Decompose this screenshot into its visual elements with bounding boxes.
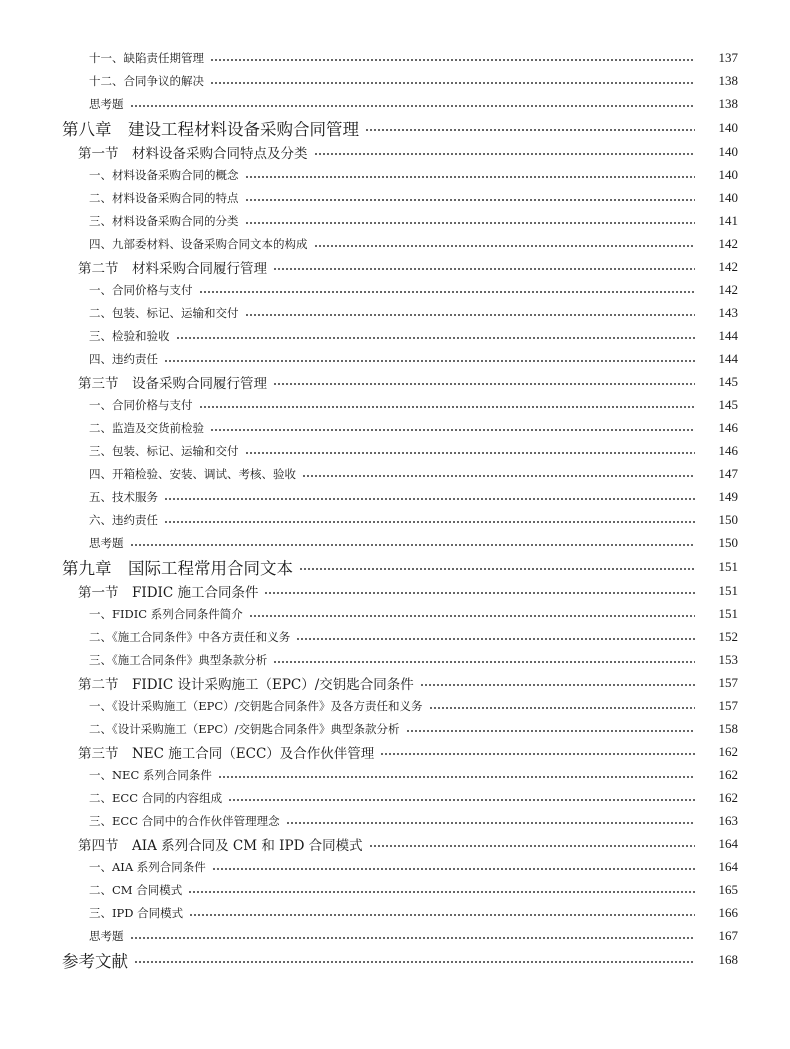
toc-entry-page: 149 xyxy=(718,488,738,504)
toc-entry-section xyxy=(0,140,790,163)
toc-entry-item xyxy=(0,462,790,485)
leader-dots xyxy=(245,199,695,201)
toc-entry-page: 140 xyxy=(718,143,738,159)
toc-entry-page: 146 xyxy=(718,442,738,458)
toc-entry-page: 162 xyxy=(718,743,738,759)
leader-dots xyxy=(369,845,695,847)
toc-entry-title: 三、材料设备采购合同的分类 xyxy=(89,213,245,229)
leader-dots xyxy=(189,914,695,916)
toc-entry-item xyxy=(0,209,790,232)
toc-entry-page: 157 xyxy=(718,697,738,713)
toc-entry-page: 151 xyxy=(718,605,738,621)
toc-entry-title: 一、合同价格与支付 xyxy=(89,282,199,298)
toc-entry-section xyxy=(0,832,790,855)
toc-entry-item xyxy=(0,625,790,648)
toc-entry-page: 150 xyxy=(718,534,738,550)
toc-entry-title: 一、FIDIC 系列合同条件简介 xyxy=(89,606,249,622)
leader-dots xyxy=(314,153,695,155)
toc-entry-chapter xyxy=(0,115,790,140)
toc-entry-page: 162 xyxy=(718,766,738,782)
toc-entry-page: 140 xyxy=(718,166,738,182)
toc-entry-item xyxy=(0,439,790,462)
leader-dots xyxy=(164,360,695,362)
toc-entry-title: 一、《设计采购施工（EPC）/交钥匙合同条件》及各方责任和义务 xyxy=(89,698,429,714)
toc-entry-item xyxy=(0,92,790,115)
leader-dots xyxy=(210,82,695,84)
toc-entry-page: 150 xyxy=(718,511,738,527)
toc-entry-title: 二、包装、标记、运输和交付 xyxy=(89,305,245,321)
toc-entry-item xyxy=(0,301,790,324)
toc-entry-item xyxy=(0,648,790,671)
toc-entry-item xyxy=(0,809,790,832)
toc-entry-page: 144 xyxy=(718,350,738,366)
toc-entry-item xyxy=(0,416,790,439)
leader-dots xyxy=(273,268,695,270)
toc-entry-page: 137 xyxy=(718,49,738,65)
leader-dots xyxy=(134,961,695,963)
toc-entry-title: 第四节 AIA 系列合同及 CM 和 IPD 合同模式 xyxy=(78,834,369,854)
leader-dots xyxy=(199,406,695,408)
toc-entry-page: 147 xyxy=(718,465,738,481)
toc-entry-page: 138 xyxy=(718,95,738,111)
leader-dots xyxy=(420,684,695,686)
leader-dots xyxy=(188,891,695,893)
toc-entry-page: 145 xyxy=(718,396,738,412)
leader-dots xyxy=(286,822,695,824)
toc-entry-page: 143 xyxy=(718,304,738,320)
toc-entry-title: 三、IPD 合同模式 xyxy=(89,905,189,921)
leader-dots xyxy=(299,568,695,570)
leader-dots xyxy=(273,661,695,663)
toc-entry-item xyxy=(0,508,790,531)
toc-entry-item xyxy=(0,602,790,625)
leader-dots xyxy=(130,105,695,107)
toc-entry-section xyxy=(0,579,790,602)
toc-entry-item xyxy=(0,347,790,370)
leader-dots xyxy=(130,937,695,939)
toc-entry-title: 一、NEC 系列合同条件 xyxy=(89,767,218,783)
toc-entry-chapter xyxy=(0,947,790,972)
leader-dots xyxy=(245,314,695,316)
toc-entry-title: 一、合同价格与支付 xyxy=(89,397,199,413)
toc-entry-title: 参考文献 xyxy=(62,948,134,972)
leader-dots xyxy=(296,638,695,640)
toc-entry-title: 四、开箱检验、安装、调试、考核、验收 xyxy=(89,466,302,482)
toc-entry-item xyxy=(0,531,790,554)
toc-entry-title: 一、材料设备采购合同的概念 xyxy=(89,167,245,183)
toc-entry-page: 151 xyxy=(718,582,738,598)
leader-dots xyxy=(429,707,695,709)
toc-entry-title: 第三节 设备采购合同履行管理 xyxy=(78,372,273,392)
toc-entry-title: 四、九部委材料、设备采购合同文本的构成 xyxy=(89,236,314,252)
leader-dots xyxy=(245,176,695,178)
toc-entry-item xyxy=(0,901,790,924)
toc-entry-page: 142 xyxy=(718,281,738,297)
toc-entry-title: 三、ECC 合同中的合作伙伴管理理念 xyxy=(89,813,286,829)
toc-entry-page: 163 xyxy=(718,812,738,828)
leader-dots xyxy=(164,498,695,500)
toc-entry-section xyxy=(0,255,790,278)
toc-entry-title: 一、AIA 系列合同条件 xyxy=(89,859,212,875)
toc-entry-page: 140 xyxy=(718,119,738,135)
leader-dots xyxy=(245,452,695,454)
toc-entry-title: 第一节 FIDIC 施工合同条件 xyxy=(78,581,264,601)
toc-entry-item xyxy=(0,717,790,740)
toc-entry-title: 第八章 建设工程材料设备采购合同管理 xyxy=(62,116,365,140)
leader-dots xyxy=(273,383,695,385)
leader-dots xyxy=(264,592,695,594)
toc-entry-page: 144 xyxy=(718,327,738,343)
toc-entry-item xyxy=(0,924,790,947)
toc-entry-item xyxy=(0,855,790,878)
toc-entry-page: 145 xyxy=(718,373,738,389)
toc-entry-page: 165 xyxy=(718,881,738,897)
toc-entry-item xyxy=(0,485,790,508)
leader-dots xyxy=(164,521,695,523)
leader-dots xyxy=(130,544,695,546)
leader-dots xyxy=(228,799,695,801)
toc-entry-page: 157 xyxy=(718,674,738,690)
toc-entry-page: 166 xyxy=(718,904,738,920)
leader-dots xyxy=(249,615,695,617)
toc-entry-item xyxy=(0,163,790,186)
toc-entry-page: 141 xyxy=(718,212,738,228)
toc-entry-page: 138 xyxy=(718,72,738,88)
toc-entry-item xyxy=(0,786,790,809)
toc-entry-item xyxy=(0,46,790,69)
table-of-contents xyxy=(0,46,790,972)
toc-entry-item xyxy=(0,878,790,901)
toc-entry-section xyxy=(0,671,790,694)
toc-entry-page: 167 xyxy=(718,927,738,943)
leader-dots xyxy=(365,129,695,131)
toc-entry-title: 思考题 xyxy=(89,96,130,112)
toc-entry-item xyxy=(0,393,790,416)
toc-entry-title: 二、《施工合同条件》中各方责任和义务 xyxy=(89,629,296,645)
toc-entry-title: 三、检验和验收 xyxy=(89,328,176,344)
toc-entry-page: 146 xyxy=(718,419,738,435)
leader-dots xyxy=(176,337,695,339)
toc-entry-item xyxy=(0,69,790,92)
leader-dots xyxy=(210,429,695,431)
leader-dots xyxy=(245,222,695,224)
toc-entry-title: 三、包装、标记、运输和交付 xyxy=(89,443,245,459)
toc-entry-title: 五、技术服务 xyxy=(89,489,164,505)
toc-entry-section xyxy=(0,370,790,393)
toc-entry-title: 第一节 材料设备采购合同特点及分类 xyxy=(78,142,314,162)
toc-entry-chapter xyxy=(0,554,790,579)
toc-entry-title: 二、材料设备采购合同的特点 xyxy=(89,190,245,206)
toc-entry-title: 二、CM 合同模式 xyxy=(89,882,188,898)
toc-entry-page: 158 xyxy=(718,720,738,736)
toc-entry-title: 第二节 FIDIC 设计采购施工（EPC）/交钥匙合同条件 xyxy=(78,673,420,693)
toc-entry-title: 十二、合同争议的解决 xyxy=(89,73,210,89)
toc-entry-item xyxy=(0,694,790,717)
toc-entry-item xyxy=(0,232,790,255)
toc-entry-title: 第三节 NEC 施工合同（ECC）及合作伙伴管理 xyxy=(78,742,380,762)
leader-dots xyxy=(199,291,695,293)
toc-entry-page: 153 xyxy=(718,651,738,667)
toc-entry-title: 四、违约责任 xyxy=(89,351,164,367)
toc-entry-item xyxy=(0,324,790,347)
toc-entry-title: 二、ECC 合同的内容组成 xyxy=(89,790,228,806)
toc-entry-title: 思考题 xyxy=(89,535,130,551)
leader-dots xyxy=(406,730,695,732)
leader-dots xyxy=(212,868,695,870)
toc-entry-title: 第二节 材料采购合同履行管理 xyxy=(78,257,273,277)
toc-entry-page: 162 xyxy=(718,789,738,805)
leader-dots xyxy=(314,245,695,247)
leader-dots xyxy=(302,475,695,477)
toc-entry-page: 168 xyxy=(718,951,738,967)
toc-entry-title: 二、《设计采购施工（EPC）/交钥匙合同条件》典型条款分析 xyxy=(89,721,406,737)
toc-entry-page: 164 xyxy=(718,858,738,874)
toc-entry-title: 二、监造及交货前检验 xyxy=(89,420,210,436)
toc-entry-title: 三、《施工合同条件》典型条款分析 xyxy=(89,652,273,668)
toc-entry-page: 152 xyxy=(718,628,738,644)
toc-entry-page: 140 xyxy=(718,189,738,205)
toc-entry-page: 142 xyxy=(718,258,738,274)
leader-dots xyxy=(218,776,695,778)
toc-entry-title: 第九章 国际工程常用合同文本 xyxy=(62,555,299,579)
toc-entry-title: 思考题 xyxy=(89,928,130,944)
toc-entry-item xyxy=(0,186,790,209)
toc-entry-title: 十一、缺陷责任期管理 xyxy=(89,50,210,66)
toc-entry-item xyxy=(0,278,790,301)
toc-entry-page: 142 xyxy=(718,235,738,251)
toc-entry-page: 151 xyxy=(718,558,738,574)
toc-entry-page: 164 xyxy=(718,835,738,851)
toc-entry-title: 六、违约责任 xyxy=(89,512,164,528)
leader-dots xyxy=(210,59,695,61)
toc-entry-item xyxy=(0,763,790,786)
leader-dots xyxy=(380,753,695,755)
toc-entry-section xyxy=(0,740,790,763)
